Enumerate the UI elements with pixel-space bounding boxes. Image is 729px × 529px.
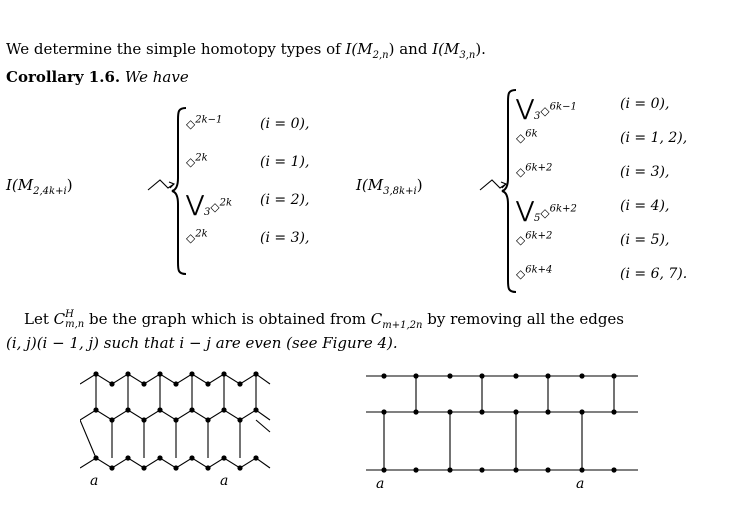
intro-text-b: ) and	[388, 40, 433, 58]
intro-math-2: I(M	[432, 40, 460, 58]
def-graph-C-scripts	[65, 310, 84, 330]
def-graph-C-sub: m,n	[65, 319, 85, 330]
intro-math-1-sub: 2,n	[372, 50, 389, 61]
left-case-row	[186, 116, 222, 132]
diamond-icon: ◇	[210, 200, 220, 214]
right-case-exponent: 6k+2	[549, 203, 577, 215]
right-case-term	[516, 96, 577, 122]
def-text-a: Let	[24, 310, 54, 328]
left-case-term	[186, 116, 222, 132]
corollary-label: Corollary 1.6.	[6, 68, 121, 86]
left-case-exponent: 2k−1	[195, 114, 223, 126]
wedge-sum-count: 5	[534, 212, 541, 224]
left-case-condition: (i = 1),	[260, 154, 310, 170]
right-case-term	[516, 232, 552, 248]
diamond-icon: ◇	[186, 231, 196, 245]
right-case-row	[516, 198, 577, 223]
left-formula-lhs	[6, 176, 73, 197]
diamond-icon: ◇	[516, 233, 526, 247]
corollary-text: We have	[124, 68, 189, 86]
right-formula-lhs	[356, 176, 423, 197]
def-graph-C-sup: H	[65, 309, 74, 320]
left-case-exponent: 2k	[195, 152, 208, 164]
left-lhs-text: I(M	[6, 176, 34, 194]
figure-hexagonal-lattice	[80, 362, 310, 487]
right-case-condition: (i = 1, 2),	[620, 130, 688, 146]
def-graph-C: C	[53, 310, 66, 328]
right-case-row	[516, 232, 552, 248]
right-case-condition: (i = 6, 7).	[620, 266, 688, 282]
figure-brick-lattice	[362, 362, 652, 492]
right-case-exponent: 6k+4	[525, 264, 553, 276]
left-case-term	[186, 192, 233, 218]
right-case-row	[516, 96, 577, 121]
intro-text-c: ).	[475, 40, 486, 58]
diamond-icon: ◇	[516, 267, 526, 281]
diamond-icon: ◇	[516, 165, 526, 179]
right-case-condition: (i = 4),	[620, 198, 670, 214]
paragraph-definition-line1	[24, 310, 624, 330]
right-case-condition: (i = 0),	[620, 96, 670, 112]
left-case-row	[186, 230, 208, 246]
paragraph-intro	[6, 40, 486, 61]
brick-edges	[366, 376, 638, 470]
right-case-exponent: 6k−1	[549, 101, 577, 113]
def-text-b: be the graph which is obtained from	[84, 310, 371, 328]
left-lhs-sub: 2,4k+i	[33, 186, 67, 197]
paragraph-definition-line2	[6, 334, 398, 352]
diamond-icon: ◇	[540, 104, 550, 118]
right-case-row	[516, 266, 552, 282]
left-case-condition: (i = 3),	[260, 230, 310, 246]
right-case-term	[516, 164, 552, 180]
left-case-exponent: 2k	[219, 197, 233, 209]
hex-label-a-left: a	[90, 473, 99, 487]
wedge-sum-count: 3	[534, 110, 541, 122]
left-case-term	[186, 154, 208, 170]
right-case-term	[516, 198, 577, 224]
intro-math-2-sub: 3,n	[459, 50, 476, 61]
left-case-row	[186, 192, 232, 217]
left-lhs-close: )	[66, 176, 73, 194]
hex-label-a-right: a	[220, 473, 229, 487]
right-case-row	[516, 164, 552, 180]
wedge-sum-count: 3	[204, 206, 211, 218]
right-case-term	[516, 266, 552, 282]
right-case-exponent: 6k	[525, 128, 538, 140]
right-lhs-sub: 3,8k+i	[383, 186, 417, 197]
right-lhs-close: )	[416, 176, 423, 194]
left-case-row	[186, 154, 208, 170]
right-case-term	[516, 130, 538, 146]
brick-vertices	[381, 373, 616, 472]
right-case-row	[516, 130, 538, 146]
def-graph-C2-sub: m+1,2n	[382, 320, 423, 331]
wedge-sum-icon: ⋁	[186, 192, 205, 217]
brick-label-a-right: a	[576, 476, 585, 492]
left-case-exponent: 2k	[195, 228, 208, 240]
left-case-condition: (i = 2),	[260, 192, 310, 208]
diamond-icon: ◇	[186, 117, 196, 131]
wedge-sum-icon: ⋁	[516, 96, 535, 121]
right-case-condition: (i = 3),	[620, 164, 670, 180]
def-graph-C2: C	[370, 310, 383, 328]
def-text-c: by removing all the edges	[422, 310, 624, 328]
left-case-term	[186, 230, 208, 246]
intro-math-1: I(M	[345, 40, 373, 58]
right-case-condition: (i = 5),	[620, 232, 670, 248]
wedge-sum-icon: ⋁	[516, 198, 535, 223]
right-case-exponent: 6k+2	[525, 162, 553, 174]
corollary-heading	[6, 68, 189, 86]
diamond-icon: ◇	[540, 206, 550, 220]
right-case-exponent: 6k+2	[525, 230, 553, 242]
def-line2-text: (i, j)(i − 1, j) such that i − j are even (see Figure 4).	[6, 334, 398, 352]
right-lhs-text: I(M	[356, 176, 384, 194]
diamond-icon: ◇	[186, 155, 196, 169]
brick-label-a-left: a	[376, 476, 385, 492]
left-case-condition: (i = 0),	[260, 116, 310, 132]
diamond-icon: ◇	[516, 131, 526, 145]
intro-text-a: We determine the simple homotopy types of	[6, 40, 346, 58]
